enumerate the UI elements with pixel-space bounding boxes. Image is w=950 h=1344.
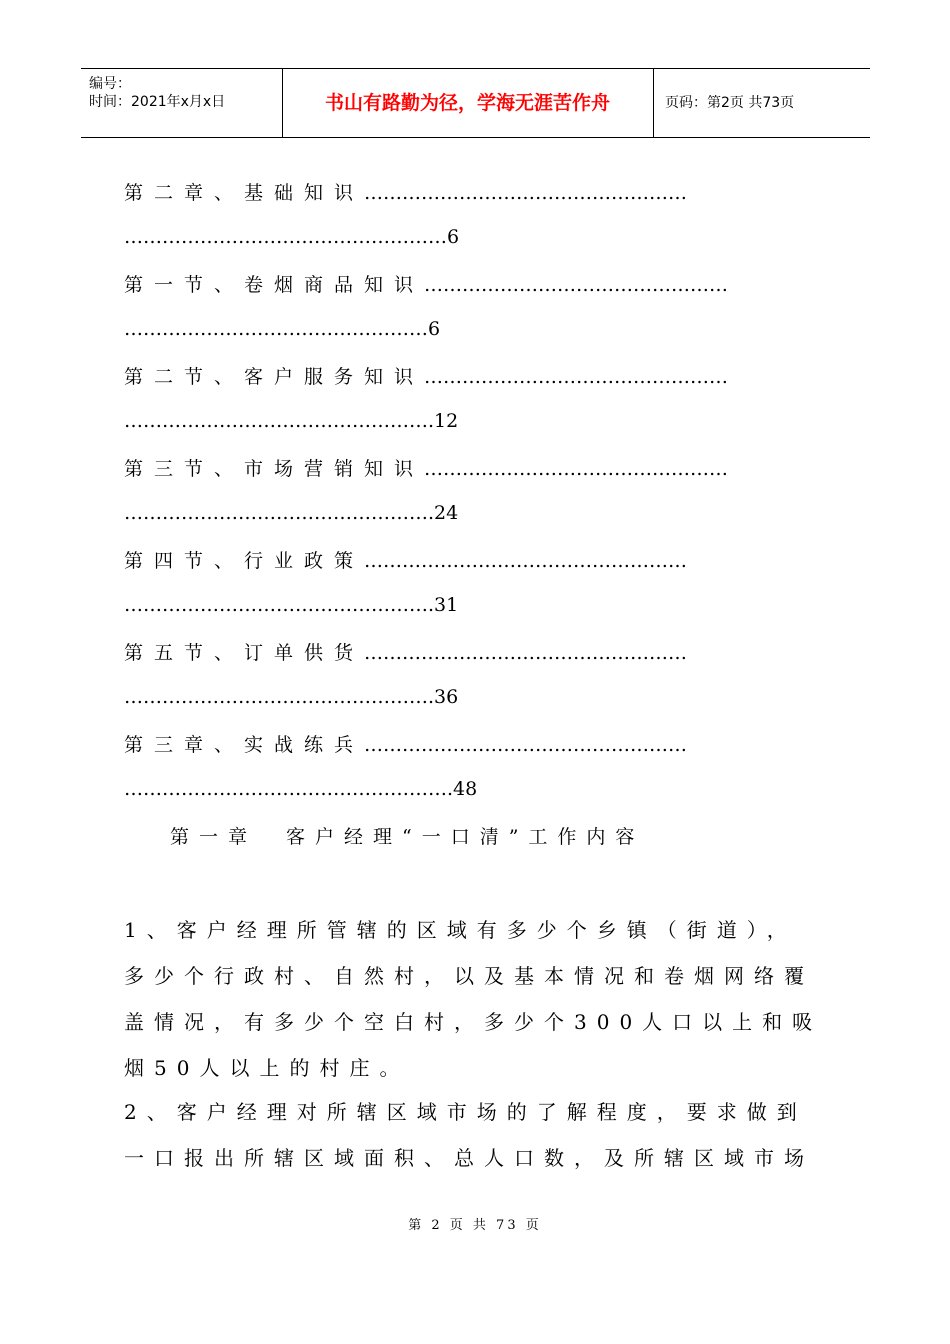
toc-entry-line2 [124, 686, 458, 708]
toc-leader: …………………………………………… [364, 642, 688, 664]
toc-entry-line1 [124, 730, 687, 757]
toc-leader: …………………………………………… [364, 550, 688, 572]
toc-leader: ………………………………………… [424, 458, 729, 480]
paragraph-line: 烟50人以上的村庄。 [124, 1056, 410, 1080]
toc-leader: …………………………………………… [124, 226, 447, 248]
toc-leader: ………………………………………… [124, 318, 428, 340]
time-label: 时间：2021年x月x日 [89, 94, 226, 110]
serial-label: 编号： [89, 76, 131, 92]
header-divider [653, 69, 654, 137]
toc-leader: ………………………………………… [424, 366, 729, 388]
toc-page-number: 6 [447, 226, 460, 248]
header-motto: 书山有路勤为径，学海无涯苦作舟 [324, 92, 610, 114]
toc-entry-line2 [124, 226, 459, 248]
toc-title: 第五节、订单供货 [124, 642, 365, 664]
paragraph-line: 2、客户经理对所辖区域市场的了解程度，要求做到 [124, 1100, 807, 1124]
toc-entry-line1 [124, 178, 687, 205]
toc-title: 第三节、市场营销知识 [124, 458, 425, 480]
toc-title: 第三章、实战练兵 [124, 734, 365, 756]
toc-leader: ………………………………………… [124, 686, 428, 708]
toc-title: 第一节、卷烟商品知识 [124, 274, 425, 296]
page-header [81, 68, 870, 138]
toc-page-number: 6 [428, 318, 441, 340]
header-page-code: 页码：第2页 共73页 [665, 95, 795, 111]
toc-leader: ………………………………………… [124, 502, 428, 524]
toc-page-number: .36 [428, 686, 459, 708]
toc-entry-line2 [124, 502, 458, 524]
paragraph-line: 多少个行政村、自然村，以及基本情况和卷烟网络覆 [124, 964, 814, 988]
toc-entry-line1 [124, 362, 728, 389]
toc-entry-line1 [124, 638, 687, 665]
toc-page-number: .24 [428, 502, 459, 524]
toc-title: 第二节、客户服务知识 [124, 366, 425, 388]
toc-title: 第四节、行业政策 [124, 550, 365, 572]
toc-leader: ………………………………………… [124, 594, 428, 616]
toc-entry-line2 [124, 778, 477, 800]
paragraph-line: 一口报出所辖区域面积、总人口数，及所辖区域市场 [124, 1146, 814, 1170]
toc-entry-line2 [124, 318, 440, 340]
toc-leader: ………………………………………… [124, 410, 428, 432]
toc-entry-line2 [124, 410, 458, 432]
toc-page-number: .12 [428, 410, 459, 432]
toc-leader: ………………………………………… [424, 274, 729, 296]
toc-page-number: .48 [447, 778, 478, 800]
toc-leader: …………………………………………… [364, 182, 688, 204]
toc-title: 第二章、基础知识 [124, 182, 365, 204]
toc-leader: …………………………………………… [124, 778, 447, 800]
toc-entry-line2 [124, 594, 458, 616]
toc-entry-line1 [124, 270, 728, 297]
toc-page-number: .31 [428, 594, 459, 616]
paragraph-line: 盖情况，有多少个空白村，多少个300人口以上和吸 [124, 1010, 823, 1034]
toc-entry-line1 [124, 546, 687, 573]
toc-entry-line1 [124, 454, 728, 481]
paragraph-line: 1、客户经理所管辖的区域有多少个乡镇（街道）， [124, 918, 797, 942]
toc-leader: …………………………………………… [364, 734, 688, 756]
page-footer: 第 2 页 共 73 页 [408, 1218, 542, 1233]
chapter-heading: 第一章 客户经理“一口清”工作内容 [170, 826, 645, 848]
